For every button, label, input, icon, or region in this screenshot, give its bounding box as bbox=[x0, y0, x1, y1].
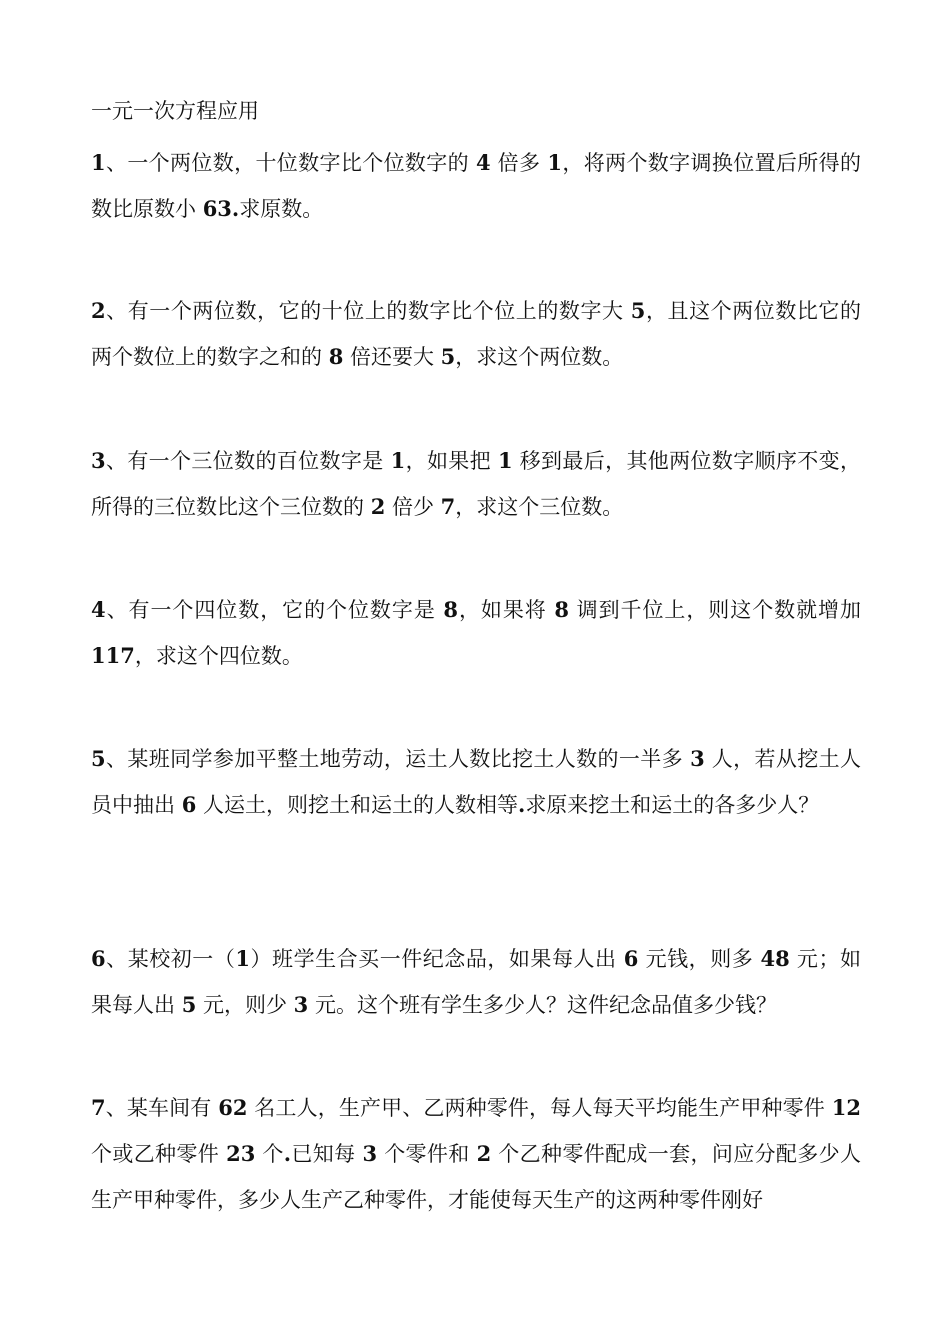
problem-text: 元；如果每人出 bbox=[91, 947, 861, 1017]
problem-number-text: 4 bbox=[91, 597, 106, 622]
problem-number-text: 3 bbox=[91, 448, 106, 473]
problem-text: ，如果将 bbox=[458, 598, 555, 622]
problem-number-text: 4 bbox=[476, 150, 491, 175]
problem-number-text: 6 bbox=[181, 792, 197, 817]
problem-text: 个 bbox=[255, 1142, 284, 1166]
problem-6 bbox=[91, 936, 861, 1028]
problem-number-text: 62 bbox=[218, 1095, 248, 1120]
problem-number-text: 7 bbox=[91, 1095, 106, 1120]
problem-text: 、有一个四位数，它的个位数字是 bbox=[105, 598, 444, 622]
problem-text: 、某班同学参加平整土地劳动，运土人数比挖土人数的一半多 bbox=[105, 747, 691, 771]
problem-text: 移到最后，其他两位数字顺序不变，所得的三位数比这个三位数的 bbox=[91, 449, 861, 519]
problem-number-text: 2 bbox=[91, 298, 106, 323]
problem-text: 倍还要大 bbox=[343, 345, 441, 369]
problem-number-text: 2 bbox=[476, 1141, 492, 1166]
problem-number-text: 1 bbox=[235, 946, 250, 971]
problem-number-text: 8 bbox=[554, 597, 569, 622]
problem-text: ）班学生合买一件纪念品，如果每人出 bbox=[249, 947, 624, 971]
problem-number-text: 1 bbox=[390, 448, 406, 473]
problem-text: ，求这个四位数。 bbox=[134, 644, 303, 668]
problem-number-text: 1 bbox=[547, 150, 563, 175]
problem-number-text: 3 bbox=[690, 746, 705, 771]
problem-number-text: 3 bbox=[293, 992, 309, 1017]
problem-number-text: 1 bbox=[91, 150, 106, 175]
problem-number-text: 5 bbox=[440, 344, 456, 369]
problem-text: 倍多 bbox=[490, 151, 548, 175]
problem-text: 已知每 bbox=[291, 1142, 363, 1166]
problem-number-text: 6 bbox=[91, 946, 106, 971]
problem-2 bbox=[91, 288, 861, 380]
problem-text: 倍少 bbox=[385, 495, 441, 519]
problem-number-text: 3 bbox=[362, 1141, 378, 1166]
problem-number-text: 8 bbox=[443, 597, 459, 622]
problem-text: 人运土，则挖土和运土的人数相等 bbox=[196, 793, 518, 817]
problem-4 bbox=[91, 587, 861, 679]
problem-text: 元钱，则多 bbox=[638, 947, 761, 971]
problem-number-text: . bbox=[283, 1141, 292, 1166]
problem-text: 、某校初一（ bbox=[105, 947, 236, 971]
problem-text: 个或乙种零件 bbox=[91, 1142, 227, 1166]
problem-number-text: 5 bbox=[91, 746, 106, 771]
document-title: 一元一次方程应用 bbox=[91, 99, 259, 123]
problem-number-text: 23 bbox=[226, 1141, 256, 1166]
problem-number-text: 5 bbox=[630, 298, 646, 323]
problem-number-text: 7 bbox=[440, 494, 456, 519]
problem-text: 个零件和 bbox=[377, 1142, 477, 1166]
problem-number-text: 8 bbox=[328, 344, 344, 369]
problem-text: 、某车间有 bbox=[105, 1096, 219, 1120]
problem-text: 元。这个班有学生多少人？这件纪念品值多少钱？ bbox=[308, 993, 777, 1017]
problem-number-text: . bbox=[518, 792, 526, 817]
problem-text: ，求这个三位数。 bbox=[455, 495, 624, 519]
problem-5 bbox=[91, 736, 861, 828]
problem-text: ，将两个数字调换位置后所得的数比原数小 bbox=[91, 151, 861, 221]
problem-number-text: 1 bbox=[498, 448, 513, 473]
problem-number-text: 6 bbox=[623, 946, 639, 971]
problem-text: 求原来挖土和运土的各多少人？ bbox=[525, 793, 820, 817]
problem-number-text: 63. bbox=[202, 196, 240, 221]
problem-text: 人，若从挖土人员中抽出 bbox=[91, 747, 861, 817]
problem-text: 求原数。 bbox=[239, 197, 324, 221]
problem-7 bbox=[91, 1085, 861, 1223]
problem-1 bbox=[91, 140, 861, 232]
problem-text: 调到千位上，则这个数就增加 bbox=[569, 598, 861, 622]
problem-text: 、有一个三位数的百位数字是 bbox=[105, 449, 391, 473]
problem-3 bbox=[91, 438, 861, 530]
problem-number-text: 117 bbox=[91, 643, 135, 668]
problem-text: 、有一个两位数，它的十位上的数字比个位上的数字大 bbox=[105, 299, 631, 323]
problem-text: 名工人，生产甲、乙两种零件，每人每天平均能生产甲种零件 bbox=[247, 1096, 832, 1120]
problem-number-text: 2 bbox=[370, 494, 386, 519]
problem-text: 、一个两位数，十位数字比个位数字的 bbox=[105, 151, 477, 175]
problem-text: ，求这个两位数。 bbox=[455, 345, 624, 369]
problem-number-text: 12 bbox=[831, 1095, 861, 1120]
problem-text: ，且这个两位数比它的两个数位上的数字之和的 bbox=[91, 299, 861, 369]
problem-text: 个乙种零件配成一套，问应分配多少人生产甲种零件，多少人生产乙种零件，才能使每天生产的这两种零件刚好 bbox=[91, 1142, 861, 1212]
problem-number-text: 48 bbox=[760, 946, 790, 971]
problem-text: ，如果把 bbox=[405, 449, 499, 473]
problem-number-text: 5 bbox=[181, 992, 197, 1017]
problem-text: 元，则少 bbox=[196, 993, 294, 1017]
